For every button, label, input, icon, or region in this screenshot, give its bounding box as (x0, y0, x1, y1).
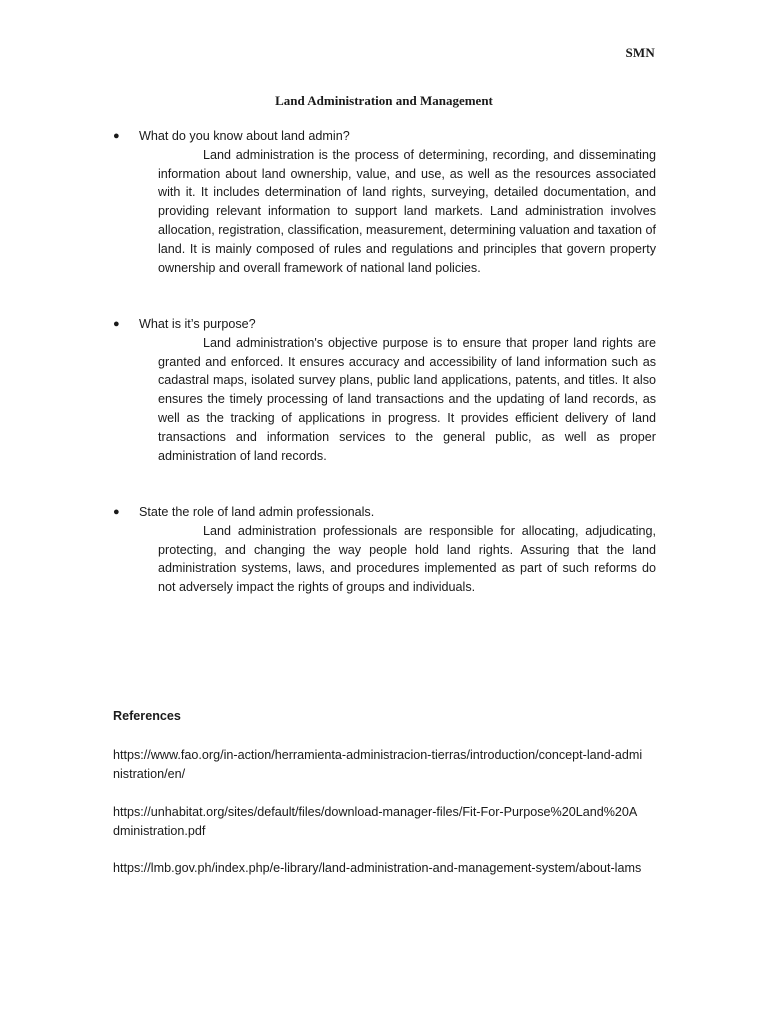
answer-paragraph: Land administration is the process of determining, recording, and disseminating information about land ownership, value, and use, as well as the resources associated with it. It includes determination of land rights, surveying, detailed documentation, and providing relevant information to support land markets. Land administration involves allocation, registration, classification, measurement, determining valuation and taxation of land. It is mainly composed of rules and regulations and principles that govern property ownership and overall framework of national land policies. (158, 147, 656, 275)
question-item (113, 315, 656, 334)
question-text: State the role of land admin professionals. (139, 505, 375, 519)
reference-link-lmb: https://lmb.gov.ph/index.php/e-library/land-administration-and-management-system/about-lams (113, 861, 642, 875)
question-item (113, 127, 656, 146)
question-text: What do you know about land admin? (139, 129, 350, 143)
references-heading: References (113, 709, 181, 723)
answer-paragraph: Land administration professionals are responsible for allocating, adjudicating, protecting, and changing the way people hold land rights. Assuring that the land administration systems, laws, and procedures implemented as part of such reforms do not adversely impact the rights of groups and individuals. (158, 523, 656, 595)
question-item (113, 503, 656, 522)
question-text: What is it’s purpose? (139, 317, 256, 331)
answer-paragraph: Land administration's objective purpose is to ensure that proper land rights are granted and enforced. It ensures accuracy and accessibility of land information such as cadastral maps, isolated survey plans, public land applications, patents, and titles. It also ensures the timely processing of land transactions and the updating of land records, as well as the tracking of applications in progress. It provides efficient delivery of land transactions and information services to the general public, as well as proper administration of land records. (158, 335, 656, 463)
reference-link-fao: https://www.fao.org/in-action/herramienta-administracion-tierras/introduction/concept-land-administration/en/ (113, 748, 643, 781)
author-initials: SMN (625, 45, 655, 60)
document-title: Land Administration and Management (275, 93, 493, 108)
bullet-icon: ● (113, 318, 120, 330)
reference-link-unhabitat: https://unhabitat.org/sites/default/files/download-manager-files/Fit-For-Purpose%20Land%20Administration.pdf (113, 805, 638, 838)
qa-section-professionals (113, 503, 656, 597)
bullet-icon: ● (113, 130, 120, 142)
bullet-icon: ● (113, 506, 120, 518)
qa-section-purpose (113, 315, 656, 465)
qa-section-definition (113, 127, 656, 277)
